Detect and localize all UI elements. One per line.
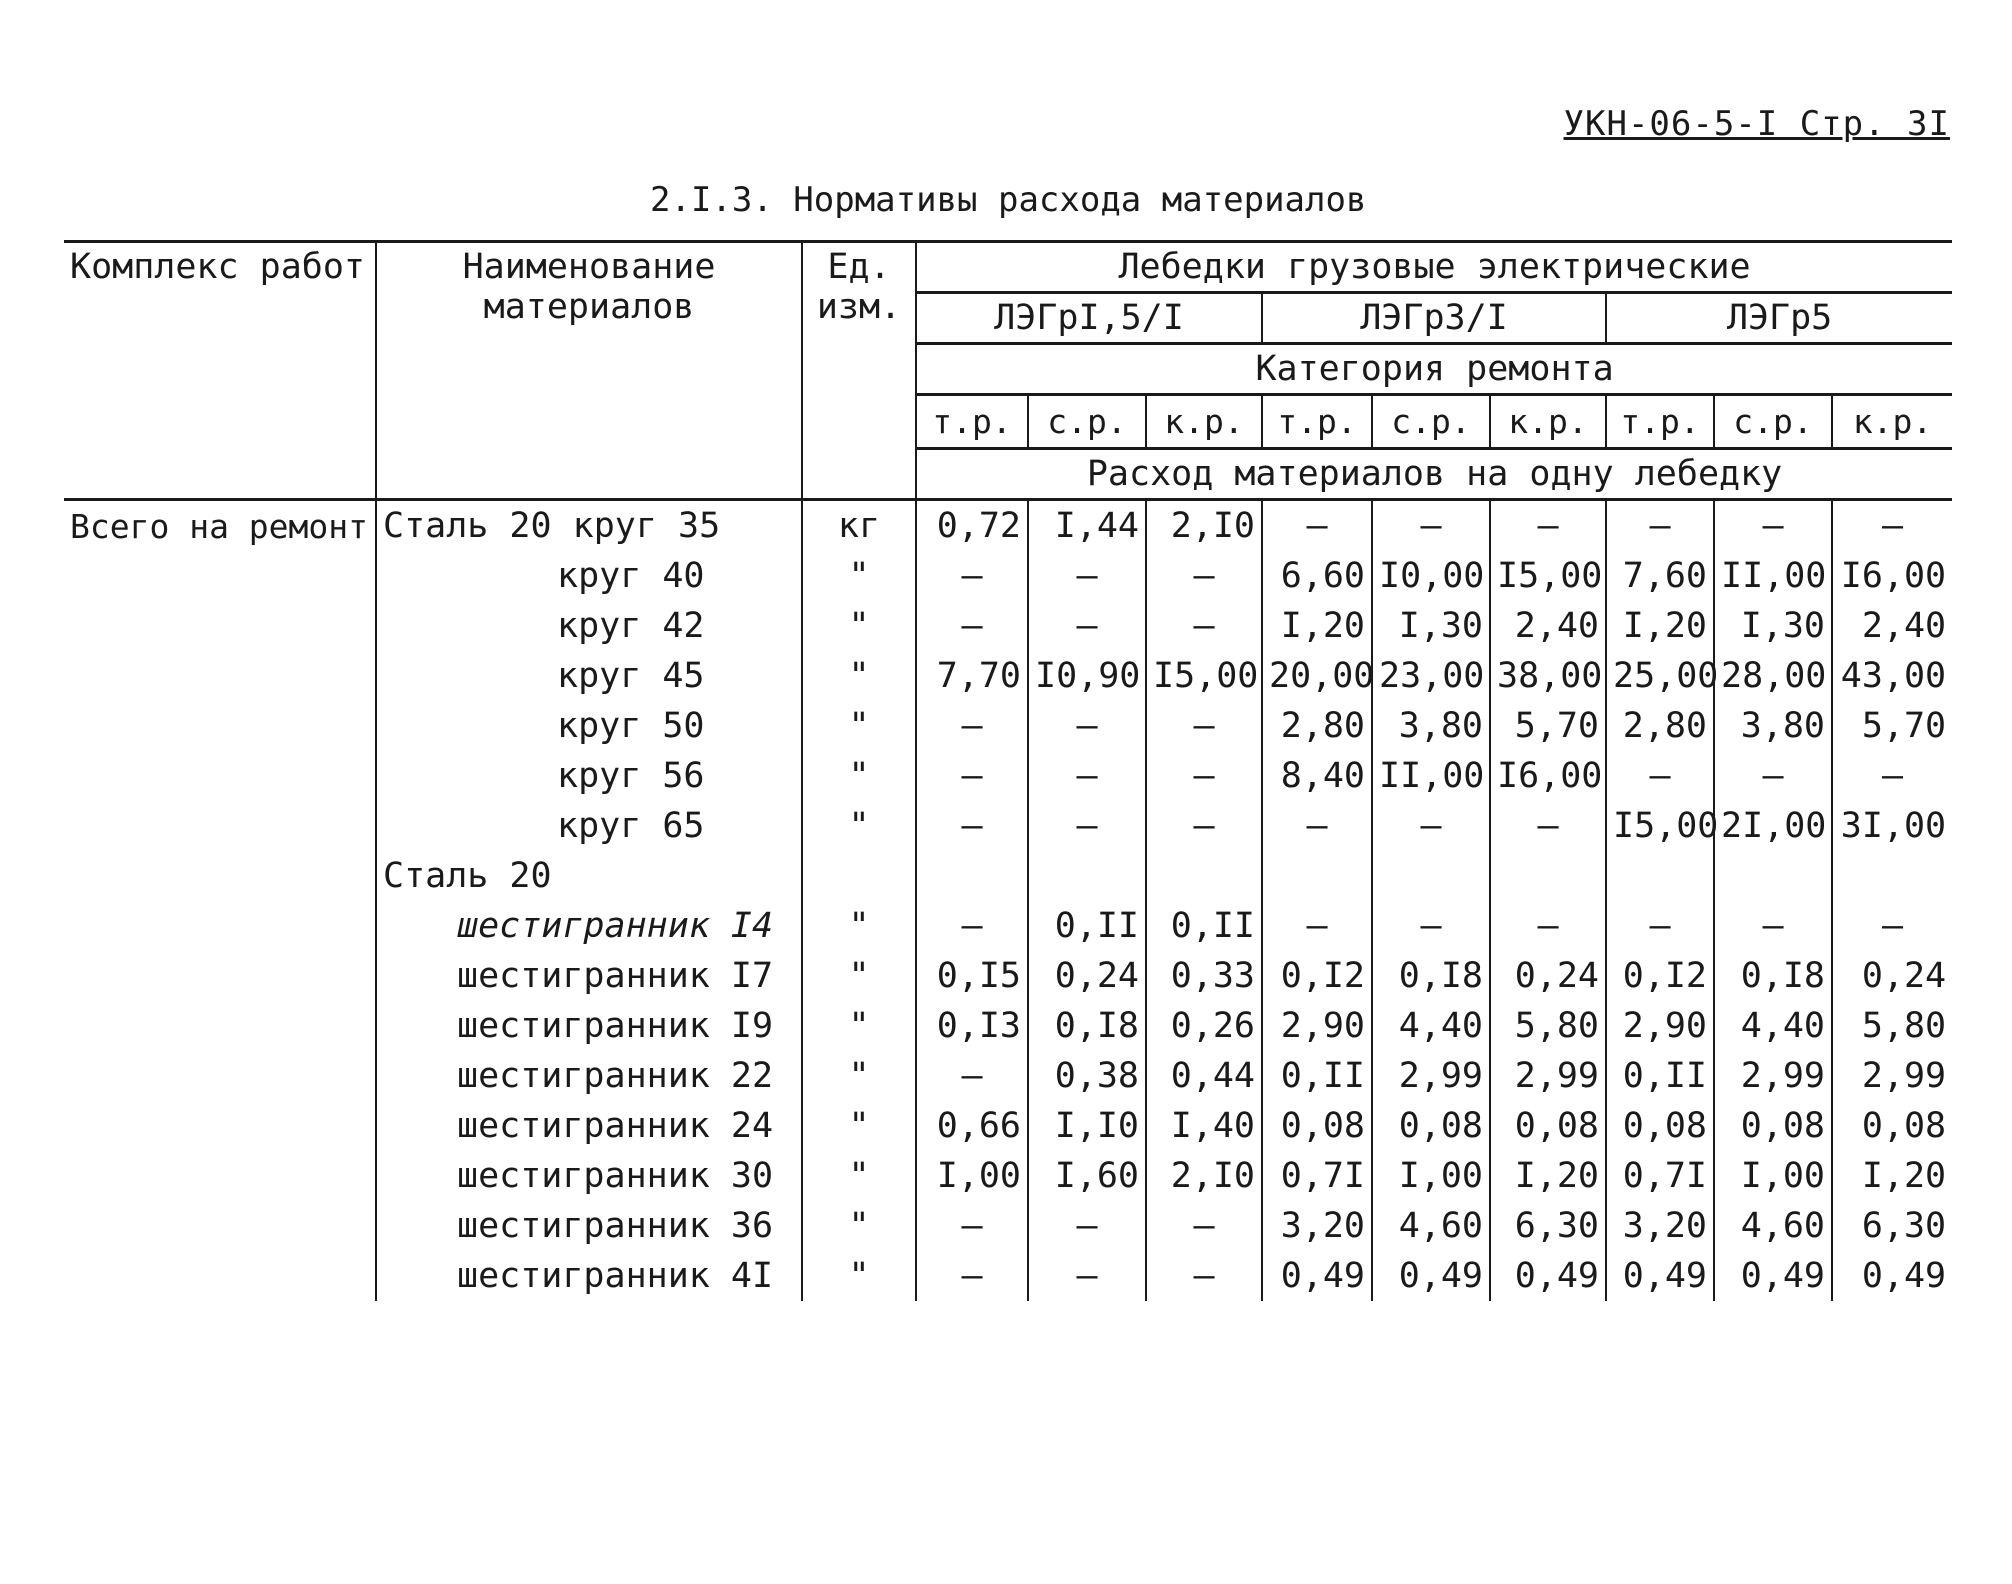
value-cell: I5,00 — [1490, 551, 1606, 601]
value-cell: I,00 — [1714, 1151, 1832, 1201]
value-cell: I,44 — [1028, 500, 1146, 552]
unit-cell: " — [802, 751, 916, 801]
value-cell: 6,30 — [1490, 1201, 1606, 1251]
value-cell: – — [1372, 901, 1490, 951]
value-cell: I0,00 — [1372, 551, 1490, 601]
value-cell: – — [1262, 500, 1372, 552]
header-category-cell: с.р. — [1372, 395, 1490, 449]
work-complex-cell: Всего на ремонт — [70, 506, 369, 546]
value-cell: 3,20 — [1262, 1201, 1372, 1251]
value-cell: 6,30 — [1832, 1201, 1952, 1251]
value-cell: – — [916, 1051, 1028, 1101]
value-cell: – — [916, 551, 1028, 601]
value-cell: I5,00 — [1606, 801, 1714, 851]
header-unit: Ед. изм. — [802, 242, 916, 500]
value-cell: I,60 — [1028, 1151, 1146, 1201]
unit-cell: кг — [802, 500, 916, 552]
value-cell: – — [1028, 801, 1146, 851]
value-cell: 0,33 — [1146, 951, 1262, 1001]
header-category-cell: с.р. — [1028, 395, 1146, 449]
value-cell: 4,60 — [1372, 1201, 1490, 1251]
value-cell: 0,44 — [1146, 1051, 1262, 1101]
value-cell: I,00 — [916, 1151, 1028, 1201]
value-cell: 0,08 — [1490, 1101, 1606, 1151]
value-cell: 43,00 — [1832, 651, 1952, 701]
value-cell: 5,80 — [1832, 1001, 1952, 1051]
value-cell: – — [1146, 551, 1262, 601]
unit-cell — [802, 851, 916, 901]
header-category-cell: т.р. — [916, 395, 1028, 449]
material-name-cell: Сталь 20 круг 35 — [376, 500, 802, 552]
value-cell: 0,I8 — [1372, 951, 1490, 1001]
value-cell: 23,00 — [1372, 651, 1490, 701]
value-cell — [1490, 851, 1606, 901]
work-complex-cell — [64, 1101, 376, 1151]
value-cell — [1146, 851, 1262, 901]
unit-cell: " — [802, 551, 916, 601]
value-cell: I,30 — [1714, 601, 1832, 651]
value-cell: – — [916, 1251, 1028, 1301]
material-name-cell: круг 56 — [376, 751, 802, 801]
material-name-cell: Сталь 20 — [376, 851, 802, 901]
header-material-name: Наименование материалов — [376, 242, 802, 500]
value-cell: – — [916, 601, 1028, 651]
value-cell: 0,72 — [916, 500, 1028, 552]
header-category-cell: к.р. — [1146, 395, 1262, 449]
value-cell: 0,I8 — [1028, 1001, 1146, 1051]
document-title: 2.I.3. Нормативы расхода материалов — [650, 180, 1367, 220]
value-cell: 0,24 — [1832, 951, 1952, 1001]
value-cell: II,00 — [1714, 551, 1832, 601]
work-complex-cell — [64, 1251, 376, 1301]
value-cell: 0,I3 — [916, 1001, 1028, 1051]
value-cell: 0,49 — [1490, 1251, 1606, 1301]
table-row — [64, 1101, 1952, 1151]
header-model-2: ЛЭГр3/I — [1262, 293, 1606, 344]
value-cell: 5,70 — [1490, 701, 1606, 751]
materials-norms-table — [64, 240, 1952, 1301]
unit-cell: " — [802, 1201, 916, 1251]
value-cell: – — [916, 701, 1028, 751]
material-name-cell: шестигранник 30 — [376, 1151, 802, 1201]
value-cell: – — [1146, 801, 1262, 851]
value-cell: I5,00 — [1146, 651, 1262, 701]
value-cell: 2,40 — [1490, 601, 1606, 651]
value-cell: 38,00 — [1490, 651, 1606, 701]
value-cell: I,20 — [1262, 601, 1372, 651]
value-cell: 2,90 — [1262, 1001, 1372, 1051]
table-row — [64, 751, 1952, 801]
value-cell: 7,70 — [916, 651, 1028, 701]
value-cell: – — [1832, 500, 1952, 552]
table-row — [64, 1001, 1952, 1051]
value-cell: 0,7I — [1262, 1151, 1372, 1201]
value-cell: 5,80 — [1490, 1001, 1606, 1051]
value-cell: 0,7I — [1606, 1151, 1714, 1201]
value-cell: 0,38 — [1028, 1051, 1146, 1101]
value-cell: – — [1606, 500, 1714, 552]
value-cell: 0,08 — [1714, 1101, 1832, 1151]
unit-cell: " — [802, 901, 916, 951]
value-cell: – — [1372, 500, 1490, 552]
value-cell: 0,II — [1262, 1051, 1372, 1101]
value-cell: 28,00 — [1714, 651, 1832, 701]
table-row — [64, 1201, 1952, 1251]
value-cell: 2,40 — [1832, 601, 1952, 651]
value-cell: – — [1490, 801, 1606, 851]
material-name-cell: шестигранник 24 — [376, 1101, 802, 1151]
value-cell: 0,II — [1146, 901, 1262, 951]
work-complex-cell — [64, 551, 376, 601]
page-reference: УКН-06-5-I Стр. 3I — [1563, 104, 1950, 144]
header-category-cell: с.р. — [1714, 395, 1832, 449]
value-cell: I,40 — [1146, 1101, 1262, 1151]
header-category-cell: к.р. — [1490, 395, 1606, 449]
value-cell: – — [1490, 500, 1606, 552]
value-cell: – — [1372, 801, 1490, 851]
value-cell: 5,70 — [1832, 701, 1952, 751]
unit-cell: " — [802, 651, 916, 701]
value-cell: I6,00 — [1490, 751, 1606, 801]
value-cell — [1262, 851, 1372, 901]
header-model-3: ЛЭГр5 — [1606, 293, 1952, 344]
header-winches-group: Лебедки грузовые электрические — [916, 242, 1952, 293]
material-name-cell: шестигранник 36 — [376, 1201, 802, 1251]
header-repair-category: Категория ремонта — [916, 344, 1952, 395]
value-cell: – — [1606, 901, 1714, 951]
value-cell: 0,I8 — [1714, 951, 1832, 1001]
value-cell: 0,08 — [1262, 1101, 1372, 1151]
unit-cell: " — [802, 1251, 916, 1301]
value-cell: 0,II — [1606, 1051, 1714, 1101]
value-cell: – — [1490, 901, 1606, 951]
value-cell: – — [1146, 1251, 1262, 1301]
value-cell: 2,99 — [1490, 1051, 1606, 1101]
value-cell: 3I,00 — [1832, 801, 1952, 851]
value-cell: 0,49 — [1606, 1251, 1714, 1301]
value-cell: I,I0 — [1028, 1101, 1146, 1151]
value-cell: – — [916, 901, 1028, 951]
value-cell: I,00 — [1372, 1151, 1490, 1201]
work-complex-cell — [64, 901, 376, 951]
material-name-cell: круг 50 — [376, 701, 802, 751]
value-cell: 3,80 — [1372, 701, 1490, 751]
unit-cell: " — [802, 1001, 916, 1051]
value-cell: I6,00 — [1832, 551, 1952, 601]
value-cell: – — [1028, 1251, 1146, 1301]
material-name-cell: шестигранник I4 — [376, 901, 802, 951]
work-complex-cell — [64, 601, 376, 651]
value-cell — [1372, 851, 1490, 901]
material-name-cell: круг 40 — [376, 551, 802, 601]
material-name-cell: шестигранник I9 — [376, 1001, 802, 1051]
value-cell: 2,80 — [1606, 701, 1714, 751]
value-cell: 20,00 — [1262, 651, 1372, 701]
value-cell: 2,99 — [1832, 1051, 1952, 1101]
unit-cell: " — [802, 1151, 916, 1201]
value-cell: 0,66 — [916, 1101, 1028, 1151]
work-complex-cell — [64, 1051, 376, 1101]
header-model-1: ЛЭГрI,5/I — [916, 293, 1262, 344]
table-row — [64, 601, 1952, 651]
work-complex-cell — [64, 801, 376, 851]
material-name-cell: круг 42 — [376, 601, 802, 651]
material-name-cell: шестигранник 22 — [376, 1051, 802, 1101]
table-row — [64, 651, 1952, 701]
table-row — [64, 500, 1952, 552]
value-cell: 0,08 — [1832, 1101, 1952, 1151]
value-cell: II,00 — [1372, 751, 1490, 801]
value-cell: I,30 — [1372, 601, 1490, 651]
value-cell: – — [1028, 601, 1146, 651]
table-row — [64, 1151, 1952, 1201]
work-complex-cell — [64, 1201, 376, 1251]
value-cell: 2,I0 — [1146, 500, 1262, 552]
value-cell — [1028, 851, 1146, 901]
unit-cell: " — [802, 701, 916, 751]
value-cell — [1606, 851, 1714, 901]
header-category-cell: т.р. — [1606, 395, 1714, 449]
value-cell: – — [916, 1201, 1028, 1251]
unit-cell: " — [802, 1051, 916, 1101]
work-complex-cell — [64, 651, 376, 701]
value-cell: – — [916, 801, 1028, 851]
value-cell: 7,60 — [1606, 551, 1714, 601]
work-complex-cell — [64, 951, 376, 1001]
value-cell — [1832, 851, 1952, 901]
value-cell: – — [1606, 751, 1714, 801]
value-cell: – — [1028, 1201, 1146, 1251]
value-cell: – — [1714, 751, 1832, 801]
material-name-cell: круг 65 — [376, 801, 802, 851]
value-cell: 0,I5 — [916, 951, 1028, 1001]
value-cell: 0,49 — [1372, 1251, 1490, 1301]
value-cell: – — [1146, 751, 1262, 801]
value-cell: 4,40 — [1714, 1001, 1832, 1051]
work-complex-cell — [64, 1001, 376, 1051]
material-name-cell: шестигранник 4I — [376, 1251, 802, 1301]
value-cell: 2,I0 — [1146, 1151, 1262, 1201]
value-cell: – — [1028, 701, 1146, 751]
value-cell: – — [1714, 500, 1832, 552]
value-cell: 0,26 — [1146, 1001, 1262, 1051]
value-cell: I,20 — [1606, 601, 1714, 651]
value-cell: – — [1714, 901, 1832, 951]
table-row — [64, 951, 1952, 1001]
value-cell: – — [1028, 751, 1146, 801]
value-cell: 0,08 — [1372, 1101, 1490, 1151]
value-cell: – — [916, 751, 1028, 801]
value-cell: 0,I2 — [1262, 951, 1372, 1001]
table-row — [64, 551, 1952, 601]
work-complex-cell — [64, 701, 376, 751]
unit-cell: " — [802, 601, 916, 651]
value-cell: – — [1028, 551, 1146, 601]
value-cell: 2,99 — [1372, 1051, 1490, 1101]
value-cell: – — [1146, 701, 1262, 751]
value-cell: 0,08 — [1606, 1101, 1714, 1151]
value-cell: 0,49 — [1832, 1251, 1952, 1301]
header-work-complex: Комплекс работ — [64, 242, 376, 500]
header-consumption-per-winch: Расход материалов на одну лебедку — [916, 449, 1952, 500]
value-cell: 3,80 — [1714, 701, 1832, 751]
work-complex-cell — [64, 851, 376, 901]
value-cell: 4,40 — [1372, 1001, 1490, 1051]
value-cell: 0,49 — [1714, 1251, 1832, 1301]
value-cell: I0,90 — [1028, 651, 1146, 701]
value-cell: 0,24 — [1490, 951, 1606, 1001]
value-cell: 6,60 — [1262, 551, 1372, 601]
value-cell: 2I,00 — [1714, 801, 1832, 851]
value-cell — [916, 851, 1028, 901]
value-cell: 0,24 — [1028, 951, 1146, 1001]
unit-cell: " — [802, 951, 916, 1001]
value-cell: – — [1146, 601, 1262, 651]
unit-cell: " — [802, 1101, 916, 1151]
table-row — [64, 701, 1952, 751]
table-row — [64, 1051, 1952, 1101]
value-cell: – — [1832, 901, 1952, 951]
value-cell: 8,40 — [1262, 751, 1372, 801]
value-cell: I,20 — [1832, 1151, 1952, 1201]
value-cell: 3,20 — [1606, 1201, 1714, 1251]
material-name-cell: шестигранник I7 — [376, 951, 802, 1001]
value-cell: – — [1262, 801, 1372, 851]
value-cell: – — [1146, 1201, 1262, 1251]
table-row — [64, 851, 1952, 901]
table-row — [64, 901, 1952, 951]
value-cell: 25,00 — [1606, 651, 1714, 701]
value-cell: 2,90 — [1606, 1001, 1714, 1051]
value-cell: I,20 — [1490, 1151, 1606, 1201]
value-cell — [1714, 851, 1832, 901]
value-cell: – — [1262, 901, 1372, 951]
unit-cell: " — [802, 801, 916, 851]
value-cell: 0,49 — [1262, 1251, 1372, 1301]
value-cell: – — [1832, 751, 1952, 801]
value-cell: 2,99 — [1714, 1051, 1832, 1101]
value-cell: 2,80 — [1262, 701, 1372, 751]
value-cell: 0,I2 — [1606, 951, 1714, 1001]
value-cell: 0,II — [1028, 901, 1146, 951]
work-complex-cell — [64, 1151, 376, 1201]
table-row — [64, 801, 1952, 851]
header-category-cell: к.р. — [1832, 395, 1952, 449]
material-name-cell: круг 45 — [376, 651, 802, 701]
value-cell: 4,60 — [1714, 1201, 1832, 1251]
header-category-cell: т.р. — [1262, 395, 1372, 449]
work-complex-cell — [64, 751, 376, 801]
table-row — [64, 1251, 1952, 1301]
